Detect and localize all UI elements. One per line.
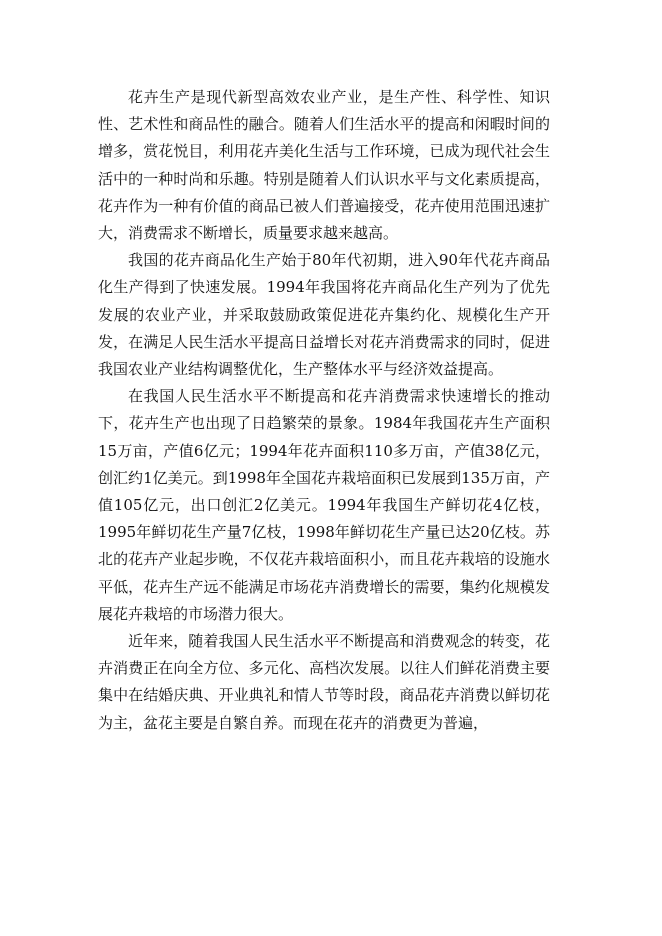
paragraph-4: 近年来，随着我国人民生活水平不断提高和消费观念的转变，花卉消费正在向全方位、多元化、高档次发展。以往人们鲜花消费主要集中在结婚庆典、开业典礼和情人节等时段，商品花卉消费以鲜切花为主，盆花主要是自繁自养。而现在花卉的消费更为普遍，: [98, 632, 550, 732]
document-body: [98, 84, 550, 737]
paragraph-3: 在我国人民生活水平不断提高和花卉消费需求快速增长的推动下，花卉生产也出现了日趋繁荣的景象。1984年我国花卉生产面积15万亩，产值6亿元；1994年花卉面积110多万亩，产值38亿元，创汇约1亿美元。到1998年全国花卉栽培面积已发展到135万亩，产值105亿元，出口创汇2亿美元。1994年我国生产鲜切花4亿枝，1995年鲜切花生产量7亿枝，1998年鲜切花生产量已达20亿枝。苏北的花卉产业起步晚，不仅花卉栽培面积小，而且花卉栽培的设施水平低，花卉生产远不能满足市场花卉消费增长的需要，集约化规模发展花卉栽培的市场潜力很大。: [98, 387, 550, 623]
paragraph-2: 我国的花卉商品化生产始于80年代初期，进入90年代花卉商品化生产得到了快速发展。1994年我国将花卉商品化生产列为了优先发展的农业产业，并采取鼓励政策促进花卉集约化、规模化生产开发，在满足人民生活水平提高日益增长对花卉消费需求的同时，促进我国农业产业结构调整优化，生产整体水平与经济效益提高。: [98, 251, 550, 379]
paragraph-1: 花卉生产是现代新型高效农业产业，是生产性、科学性、知识性、艺术性和商品性的融合。随着人们生活水平的提高和闲暇时间的增多，赏花悦目，利用花卉美化生活与工作环境，已成为现代社会生活中的一种时尚和乐趣。特别是随着人们认识水平与文化素质提高，花卉作为一种有价值的商品已被人们普遍接受，花卉使用范围迅速扩大，消费需求不断增长，质量要求越来越高。: [98, 88, 550, 243]
